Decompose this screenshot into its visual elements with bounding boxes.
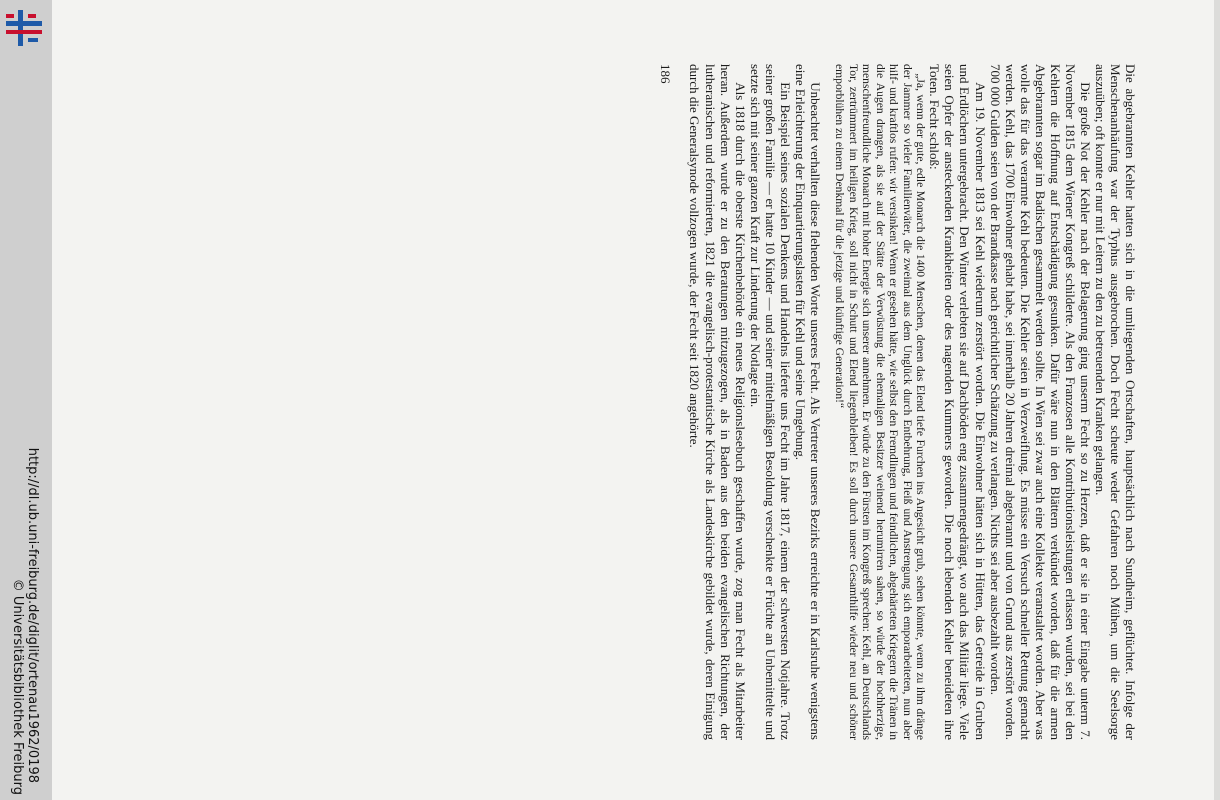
source-url[interactable]: http://dl.ub.uni-freiburg.de/diglit/ortenau1962/0198 (25, 447, 40, 783)
viewer-sidebar (0, 0, 52, 800)
viewer-credit (10, 5, 40, 795)
paragraph: Am 19. November 1813 sei Kehl wiederum zerstört worden. Die Einwohner hätten sich in Hütten, das Getreide in Gruben und Erdlöchern untergebracht. Den Winter verlebten sie auf Dachböden eng zusammengedrängt, wo auch das Militär liege. Viele seien Opfer der ansteckenden Krankheiten oder des nagenden Kummers geworden. Die noch lebenden Kehler beneideten ihre Toten. Fecht schloß: (927, 64, 988, 740)
quotation: „Ja, wenn der gute, edle Monarch die 1400 Menschen, denen das Elend tiefe Furchen ins Angesicht grub, sehen könnte, wenn zu ihm dränge der Jammer so vieler Familienväter, die zweimal aus dem Unglück durch Entbehrung, Fleiß und Anstrengung sich emporarbeiteten, nun aber hilf- und kraftlos rufen: wir versinken! Wenn er gesehen hätte, wie selbst den Fremdlingen und feindlichen, abgehärteten Kriegern die Tränen in die Augen drangen, als sie auf der Stätte der Verwüstung die ehemaligen Besitzer weinend herumirren sahen, so würde der hochherzige, menschenfreundliche Monarch mit hoher Energie sich unserer annehmen. Er würde zu den Fürsten im Kongreß sprechen: Kehl, an Deutschlands Tor, zertrümmert im heiligen Krieg, soll nicht in Schutt und Elend liegenbleiben! Es soll durch unsere Gesamthilfe wieder neu und schöner emporblühen zu einem Denkmal für die jetzige und künftige Generation!“ (833, 64, 928, 740)
page-text-rotated (178, 64, 1138, 740)
copyright-notice: © Universitätsbibliothek Freiburg (10, 578, 25, 795)
page-edge (1214, 0, 1220, 800)
page-number: 186 (658, 64, 674, 84)
paragraph: Die große Not der Kehler nach der Belagerung ging unserm Fecht so zu Herzen, daß er sie in einer Eingabe unterm 7. November 1815 dem Wiener Kongreß schilderte. Als den Franzosen alle Kontributionsleistungen erlassen wurden, sei bei den Kehlern die Hoffnung auf Entschädigung gesunken. Dafür wäre nun in den Blättern verkündet worden, daß für die armen Abgebrannten sogar im Badischen gesammelt werden sollte. In Wien sei zwar auch eine Kollekte veranstaltet worden. Aber was wolle das für das verarmte Kehl bedeuten. Die Kehler seien in Verzweiflung. Es müsse ein Versuch schneller Rettung gemacht werden. Kehl, das 1700 Einwohner gehabt habe, sei innerhalb 20 Jahren dreimal abgebrannt und von Grund aus zerstört worden. 700 000 Gulden seien von der Brandkasse nach gerichtlicher Schätzung zu verlangen. Nichts sei aber ausbezahlt worden. (987, 64, 1093, 740)
scanned-page (52, 0, 1220, 800)
paragraph: Als 1818 durch die oberste Kirchenbehörde ein neues Religionslesebuch geschaffen wurde, zog man Fecht als Mitarbeiter heran. Außerdem wurde er zu den Beratungen mitzugezogen, als in Baden aus den beiden evangelischen Richtungen, der lutheranischen und reformierten, 1821 die evangelisch-protestantische Kirche als Landeskirche gebildet wurde, deren Einigung durch die Generalsynode vollzogen wurde, der Fecht seit 1820 angehörte. (687, 64, 748, 740)
paragraph: Ein Beispiel seines sozialen Denkens und Handelns lieferte uns Fecht im Jahre 1817, einem der schwersten Notjahre. Trotz seiner großen Familie — er hatte 10 Kinder — und seiner mittelmäßigen Besoldung verschenkte er Früchte an Unbemittelte und setzte sich mit seiner ganzen Kraft zur Linderung der Notlage ein. (747, 64, 793, 740)
paragraph: Die abgebrannten Kehler hatten sich in die umliegenden Ortschaften, hauptsächlich nach Sundheim, geflüchtet. Infolge der Menschenanhäufung war der Typhus ausgebrochen. Doch Fecht scheute weder Gefahren noch Mühen, um die Seelsorge auszuüben; oft konnte er nur mit Leitern zu den zu betreuenden Kranken gelangen. (1092, 64, 1138, 740)
paragraph: Unbeachtet verhallten diese flehenden Worte unseres Fecht. Als Vertreter unseres Bezirks erreichte er in Karlsruhe wenigstens eine Erleichterung der Einquartierungslasten für Kehl und seine Umgebung. (792, 64, 823, 740)
